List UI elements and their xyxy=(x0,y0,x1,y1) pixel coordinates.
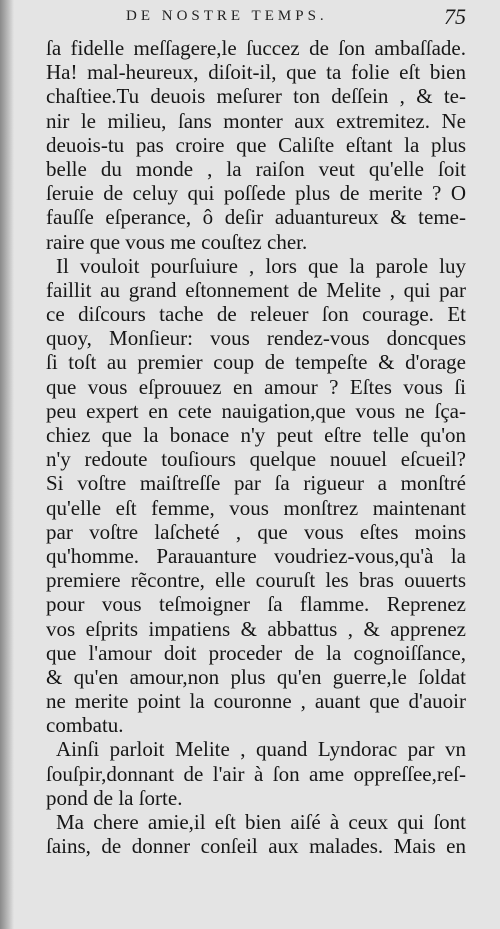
text-line: chaſtiee.Tu deuois meſurer ton deſſein , & te- xyxy=(46,84,466,109)
text-line: qu'homme. Parauanture voudriez-vous,qu'à la xyxy=(46,543,466,568)
text-line: ne merite point la couronne , auant que d'auoir xyxy=(46,689,466,714)
body-text xyxy=(46,36,466,858)
text-line: n'y redoute touſiours quelque nouuel eſcueil? xyxy=(46,447,466,472)
text-line: faillit au grand eſtonnement de Melite , qui par xyxy=(46,277,466,302)
text-line: ſeruie de celuy qui poſſede plus de merite ? O xyxy=(46,181,466,206)
page-number: 75 xyxy=(444,4,466,29)
text-line: par voſtre laſcheté , que vous eſtes moins xyxy=(46,519,466,544)
text-line: pond de la ſorte. xyxy=(46,785,183,810)
text-line: que l'amour doit proceder de la cognoiſſance, xyxy=(46,640,466,665)
running-head: DE NOSTRE TEMPS. xyxy=(126,8,328,24)
text-line: Il vouloit pourſuiure , lors que la parole luy xyxy=(56,253,466,278)
text-line: combatu. xyxy=(46,713,124,738)
text-line: ſouſpir,donnant de l'air à ſon ame oppreſſee,reſ- xyxy=(46,761,466,786)
text-line: nir le milieu, ſans monter aux extremitez. Ne xyxy=(46,108,466,133)
text-line: Ma chere amie,il eſt bien aiſé à ceux qui ſont xyxy=(56,810,466,834)
text-line: Ha! mal-heureux, diſoit-il, que ta folie eſt bien xyxy=(46,60,466,85)
text-line: quoy, Monſieur: vous rendez-vous doncques xyxy=(46,326,466,351)
text-line: pour vous teſmoigner ſa flamme. Reprenez xyxy=(46,592,466,617)
text-line: deuois-tu pas croire que Caliſte eſtant la plus xyxy=(46,132,466,157)
text-line: peu expert en cete nauigation,que vous ne ſça- xyxy=(46,398,466,423)
text-line: fauſſe eſperance, ô deſir aduantureux & teme- xyxy=(46,205,466,230)
page-header xyxy=(46,4,466,36)
text-line: ce diſcours tache de releuer ſon courage. Et xyxy=(46,302,466,327)
text-line: & qu'en amour,non plus qu'en guerre,le ſoldat xyxy=(46,664,466,689)
text-line: chiez que la bonace n'y peut eſtre telle qu'on xyxy=(46,423,466,447)
text-line: Si voſtre maiſtreſſe par ſa rigueur a monſtré xyxy=(46,471,466,496)
text-line: Ainſi parloit Melite , quand Lyndorac par vn xyxy=(56,737,466,762)
text-line: vos eſprits impatiens & abbattus , & apprenez xyxy=(46,616,466,641)
text-line: raire que vous me couſtez cher. xyxy=(46,229,308,254)
page-binding-shadow xyxy=(0,0,14,929)
text-line: que vous eſprouuez en amour ? Eſtes vous ſi xyxy=(46,374,466,399)
text-line: premiere rẽcontre, elle couruſt les bras ouuerts xyxy=(46,568,466,593)
text-line: ſains, de donner conſeil aux malades. Mais en xyxy=(46,834,466,859)
text-line: belle du monde , la raiſon veut qu'elle ſoit xyxy=(46,156,466,181)
text-line: ſa fidelle meſſagere,le ſuccez de ſon ambaſſade. xyxy=(46,36,466,60)
text-line: qu'elle eſt femme, vous monſtrez maintenant xyxy=(46,495,466,520)
text-line: ſi toſt au premier coup de tempeſte & d'orage xyxy=(46,350,466,375)
